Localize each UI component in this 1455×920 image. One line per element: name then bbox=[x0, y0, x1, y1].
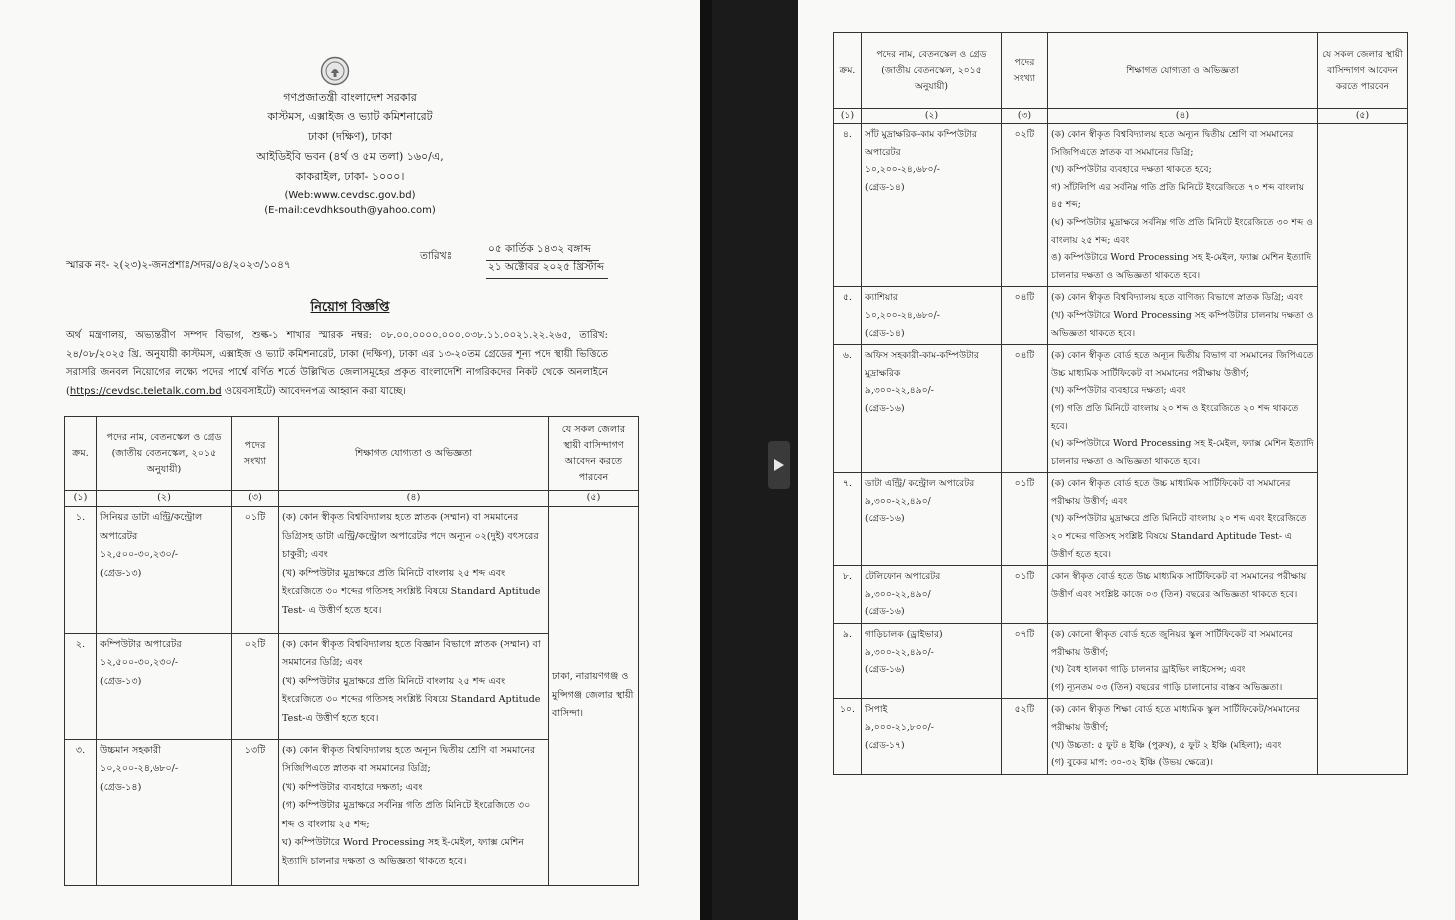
intro-text-end: ওয়েবসাইটে) আবেদনপত্র আহ্বান করা যাচ্ছে। bbox=[221, 385, 406, 397]
grade: (গ্রেড-১৭) bbox=[865, 739, 905, 751]
pay-scale: ১০,২০০-২৪,৬৮০/- bbox=[100, 763, 179, 775]
date-bangla: ০৫ কার্তিক ১৪৩২ বঙ্গাব্দ bbox=[486, 242, 599, 261]
qualification-item: (গ) বুকের মাপ: ৩০-৩২ ইঞ্চি (উভয় ক্ষেত্রে)। bbox=[1051, 757, 1214, 769]
row-serial: ৭. bbox=[834, 473, 862, 566]
district-note: ঢাকা, নারায়ণগঞ্জ ও মুন্সিগঞ্জ জেলার স্থায়ী বাসিন্দা। bbox=[552, 671, 634, 720]
post-name: কম্পিউটার অপারেটর bbox=[100, 638, 182, 650]
post-name: সাঁট মুদ্রাক্ষরিক-কাম কম্পিউটার অপারেটর bbox=[865, 129, 977, 158]
district-cell bbox=[1318, 124, 1408, 775]
post-cell bbox=[862, 699, 1002, 774]
next-page-button[interactable] bbox=[768, 441, 790, 489]
intro-text-start: অর্থ মন্ত্রণালয়, অভ্যন্তরীণ সম্পদ বিভাগ, শুল্ক-১ শাখার স্মারক নম্বর: ০৮.০০.০০০০.০০০.০৩৮.১১.০০২১.২২.২৬৫, তারিখ: ২৪/০৮/২০২৫ খ্রি. অনুযায়ী কাস্টমস, এক্সাইজ ও ভ্যাট কমিশনারেট, ঢাকা (দক্ষিণ), ঢাকা এর ১৩-২০তম গ্রেডের শূন্য পদে স্থায়ী ভিত্তিতে সরাসরি জনবল নিয়োগের লক্ষ্যে পদের পার্শ্বে বর্ণিত শর্তে উল্লিখিত জেলাসমূহের প্রকৃত বাংলাদেশি নাগরিকদের নিকট থেকে অনলাইনে ( bbox=[66, 330, 608, 397]
header-office: কাস্টমস, এক্সাইজ ও ভ্যাট কমিশনারেট bbox=[267, 110, 433, 123]
post-count: ০১টি bbox=[232, 507, 279, 633]
document-page-1 bbox=[0, 0, 700, 920]
application-link[interactable]: https://cevdsc.teletalk.com.bd bbox=[69, 385, 222, 397]
col-number: (১) bbox=[834, 109, 862, 124]
date-label: তারিখঃ bbox=[420, 250, 453, 262]
qualification-item: (গ) ন্যূনতম ০৩ (তিন) বছরের গাড়ি চালানোর বাস্তব অভিজ্ঞতা। bbox=[1051, 681, 1283, 693]
col-number: (২) bbox=[862, 109, 1002, 124]
grade: (গ্রেড-১৪) bbox=[865, 327, 905, 339]
post-count: ০৪টি bbox=[1002, 345, 1048, 473]
qualification-item: (খ) কম্পিউটার ব্যবহারে দক্ষতা; এবং bbox=[1051, 385, 1186, 397]
pay-scale: ৯,৩০০-২২,৪৯০/- bbox=[865, 385, 934, 397]
pay-scale: ৯,৩০০-২২,৪৯০/ bbox=[865, 495, 931, 507]
post-cell bbox=[862, 566, 1002, 624]
col-number: (৫) bbox=[549, 491, 639, 507]
qualification-item: (খ) বৈধ হালকা গাড়ি চালনার ড্রাইভিং লাইসেন্স; এবং bbox=[1051, 664, 1246, 676]
post-name: ক্যাশিয়ার bbox=[865, 292, 898, 304]
qualification-item: ঘ) কম্পিউটারে Word Processing সহ ই-মেইল, ফ্যাক্স মেশিন ইত্যাদি চালনার দক্ষতা ও অভিজ্ঞতা থাকতে হবে। bbox=[282, 837, 525, 867]
qualification-cell bbox=[1048, 566, 1318, 624]
col-number: (২) bbox=[97, 491, 232, 507]
grade: (গ্রেড-১৬) bbox=[865, 606, 905, 618]
post-cell bbox=[862, 345, 1002, 473]
pay-scale: ১০,২০০-২৪,৬৮০/- bbox=[865, 164, 940, 176]
post-count: ০৪টি bbox=[1002, 287, 1048, 345]
qualification-item: (খ) কম্পিউটার মুদ্রাক্ষরে প্রতি মিনিটে বাংলায় ২০ শব্দ এবং ইংরেজিতে ২০ শব্দের গতিসহ সংশ্লিষ্ট বিষয়ে Standard Aptitude Test- এ উত্তীর্ণ হতে হবে। bbox=[1051, 513, 1307, 560]
post-count: ০১টি bbox=[1002, 473, 1048, 566]
post-cell bbox=[862, 473, 1002, 566]
qualification-item: (খ) কম্পিউটার মুদ্রাক্ষরে প্রতি মিনিটে বাংলায় ২৫ শব্দ এবং ইংরেজিতে ৩০ শব্দের গতিসহ সংশ্লিষ্ট বিষয়ে Standard Aptitude Test-এ উত্তীর্ণ হতে হবে। bbox=[282, 675, 541, 724]
qualification-item: (ক) কোন স্বীকৃত বিশ্ববিদ্যালয় হতে বিজ্ঞান বিভাগে স্নাতক (সম্মান) বা সমমানের ডিগ্রি; এবং bbox=[282, 638, 541, 669]
grade: (গ্রেড-১৪) bbox=[865, 181, 905, 193]
post-name: ডাটা এন্ট্রি/ কন্ট্রোল অপারেটর bbox=[865, 478, 975, 490]
qualification-item: কোন স্বীকৃত বোর্ড হতে উচ্চ মাধ্যমিক সার্টিফিকেট বা সমমানের পরীক্ষায় উত্তীর্ণ এবং সংশ্লিষ্ট কাজে ০৩ (তিন) বছরের অভিজ্ঞতা থাকতে হবে। bbox=[1051, 571, 1307, 600]
viewer-gutter-shadow bbox=[700, 0, 712, 920]
row-serial: ৩. bbox=[65, 739, 97, 885]
qualification-item: (খ) উচ্চতা: ৫ ফুট ৪ ইঞ্চি (পুরুষ), ৫ ফুট ২ ইঞ্চি (মহিলা); এবং bbox=[1051, 739, 1282, 751]
qualification-item: (ক) কোন স্বীকৃত বিশ্ববিদ্যালয় হতে অন্যূন দ্বিতীয় শ্রেণি বা সমমানের সিজিপিএতে স্নাতক বা সমমানের ডিগ্রি; bbox=[282, 744, 536, 775]
header-serial: ক্রম. bbox=[834, 33, 862, 109]
post-name: অফিস সহকারী-কাম-কম্পিউটার মুদ্রাক্ষরিক bbox=[865, 350, 979, 379]
row-serial: ৫. bbox=[834, 287, 862, 345]
post-count: ০৭টি bbox=[1002, 624, 1048, 699]
post-cell bbox=[862, 624, 1002, 699]
qualification-cell bbox=[1048, 699, 1318, 774]
pay-scale: ১২,৫০০-৩০,২৩০/- bbox=[100, 549, 179, 561]
grade: (গ্রেড-১৩) bbox=[100, 675, 142, 687]
table-row bbox=[65, 507, 639, 633]
row-serial: ৮. bbox=[834, 566, 862, 624]
post-name: গাড়িচালক (ড্রাইভার) bbox=[865, 629, 943, 641]
pay-scale: ৯,৩০০-২২,৪৯০/- bbox=[865, 646, 934, 658]
header-email: (E-mail:cevdhksouth@yahoo.com) bbox=[264, 205, 436, 216]
table-row bbox=[834, 124, 1408, 287]
qualification-item: (খ) কম্পিউটার ব্যবহারে দক্ষতা থাকতে হবে; bbox=[1051, 164, 1212, 176]
qualification-item: (খ) কম্পিউটার ব্যবহারে দক্ষতা; এবং bbox=[282, 781, 423, 793]
header-count: পদের সংখ্যা bbox=[232, 417, 279, 491]
qualification-item: (খ) কম্পিউটার মুদ্রাক্ষরে প্রতি মিনিটে বাংলায় ২৫ শব্দ এবং ইংরেজিতে ৩০ শব্দের গতিসহ সংশ্লিষ্ট বিষয়ে Standard Aptitude Test- এ উত্তীর্ণ হতে হবে। bbox=[282, 567, 541, 616]
col-number: (৪) bbox=[279, 491, 549, 507]
qualification-item: (গ) কম্পিউটার মুদ্রাক্ষরে সর্বনিম্ন গতি প্রতি মিনিটে ইংরেজিতে ৩০ শব্দ ও বাংলায় ২৫ শব্দ; bbox=[282, 800, 531, 830]
qualification-item: (ঘ) কম্পিউটার মুদ্রাক্ষরে সর্বনিম্ন গতি প্রতি মিনিটে ইংরেজিতে ৩০ শব্দ ও বাংলায় ২৫ শব্দ; এবং bbox=[1051, 216, 1314, 246]
qualification-item: (ক) কোন স্বীকৃত বিশ্ববিদ্যালয় হতে বাণিজ্য বিভাগে স্নাতক ডিগ্রি; এবং bbox=[1051, 292, 1303, 304]
qualification-cell bbox=[1048, 124, 1318, 287]
row-serial: ১. bbox=[65, 507, 97, 633]
post-cell bbox=[862, 124, 1002, 287]
grade: (গ্রেড-১৪) bbox=[100, 781, 142, 793]
row-serial: ৬. bbox=[834, 345, 862, 473]
header-district: যে সকল জেলার স্থায়ী বাসিন্দাগণ আবেদন করতে পারবেন bbox=[1318, 33, 1408, 109]
col-number: (৩) bbox=[232, 491, 279, 507]
post-name: উচ্চমান সহকারী bbox=[100, 744, 161, 756]
qualification-cell bbox=[1048, 473, 1318, 566]
row-serial: ২. bbox=[65, 633, 97, 739]
post-cell bbox=[97, 507, 232, 633]
notice-title: নিয়োগ বিজ্ঞপ্তি bbox=[310, 300, 390, 315]
grade: (গ্রেড-১৬) bbox=[865, 402, 905, 414]
col-number: (৫) bbox=[1318, 109, 1408, 124]
post-cell bbox=[862, 287, 1002, 345]
post-name: সিনিয়র ডাটা এন্ট্রি/কন্ট্রোল অপারেটর bbox=[100, 512, 203, 542]
header-count: পদের সংখ্যা bbox=[1002, 33, 1048, 109]
qualification-item: (গ) গতি প্রতি মিনিটে বাংলায় ২০ শব্দ ও ইংরেজিতে ২০ শব্দ থাকতে হবে। bbox=[1051, 402, 1299, 432]
qualification-cell bbox=[1048, 345, 1318, 473]
header-post: পদের নাম, বেতনস্কেল ও গ্রেড (জাতীয় বেতনস্কেল, ২০১৫ অনুযায়ী) bbox=[97, 417, 232, 491]
post-count: ০১টি bbox=[1002, 566, 1048, 624]
header-city: ঢাকা (দক্ষিণ), ঢাকা bbox=[307, 130, 393, 143]
qualification-cell bbox=[279, 739, 549, 885]
col-number: (৩) bbox=[1002, 109, 1048, 124]
district-cell bbox=[549, 507, 639, 886]
pay-scale: ১০,২০০-২৪,৬৮০/- bbox=[865, 309, 940, 321]
header-post: পদের নাম, বেতনস্কেল ও গ্রেড (জাতীয় বেতনস্কেল, ২০১৫ অনুযায়ী) bbox=[862, 33, 1002, 109]
grade: (গ্রেড-১৩) bbox=[100, 567, 142, 579]
qualification-item: (ক) কোনো স্বীকৃত বোর্ড হতে জুনিয়র স্কুল সার্টিফিকেট বা সমমানের পরীক্ষায় উত্তীর্ণ; bbox=[1051, 629, 1293, 658]
qualification-cell bbox=[1048, 287, 1318, 345]
vacancy-table-2 bbox=[833, 32, 1408, 775]
header-web: (Web:www.cevdsc.gov.bd) bbox=[284, 190, 416, 201]
pay-scale: ৯,০০০-২১,৮০০/- bbox=[865, 722, 934, 733]
post-count: ০২টি bbox=[1002, 124, 1048, 287]
grade: (গ্রেড-১৬) bbox=[865, 664, 905, 676]
row-serial: ৯. bbox=[834, 624, 862, 699]
post-count: ১৩টি bbox=[232, 739, 279, 885]
post-name: টেলিফোন অপারেটর bbox=[865, 571, 941, 583]
grade: (গ্রেড-১৬) bbox=[865, 513, 905, 525]
qualification-cell bbox=[1048, 624, 1318, 699]
notice-intro bbox=[66, 327, 608, 401]
post-name: সিপাই bbox=[865, 704, 888, 716]
header-building: আইডিইবি ভবন (৪র্থ ও ৫ম তলা) ১৬০/এ, bbox=[256, 150, 444, 163]
header-qualification: শিক্ষাগত যোগ্যতা ও অভিজ্ঞতা bbox=[279, 417, 549, 491]
header-govt: গণপ্রজাতন্ত্রী বাংলাদেশ সরকার bbox=[283, 91, 417, 104]
qualification-item: (ক) কোন স্বীকৃত বিশ্ববিদ্যালয় হতে অন্যূন দ্বিতীয় শ্রেণি বা সমমানের সিজিপিএতে স্নাতক বা সমমানের ডিগ্রি; bbox=[1051, 129, 1294, 158]
post-count: ৫২টি bbox=[1002, 699, 1048, 774]
qualification-item: (ক) কোন স্বীকৃত বোর্ড হতে উচ্চ মাধ্যমিক সার্টিফিকেট বা সমমানের পরীক্ষায় উত্তীর্ণ; এবং bbox=[1051, 478, 1291, 507]
pay-scale: ৯,৩০০-২২,৪৯০/ bbox=[865, 588, 931, 600]
date-english: ২১ অক্টোবর ২০২৫ খ্রিস্টাব্দ bbox=[486, 260, 608, 279]
qualification-item: (খ) কম্পিউটারে Word Processing সহ কম্পিউটার চালনায় দক্ষতা ও অভিজ্ঞতা থাকতে হবে। bbox=[1051, 309, 1314, 339]
post-cell bbox=[97, 739, 232, 885]
post-count: ০২টি bbox=[232, 633, 279, 739]
post-cell bbox=[97, 633, 232, 739]
vacancy-table-1 bbox=[64, 416, 639, 886]
col-number: (১) bbox=[65, 491, 97, 507]
col-number: (৪) bbox=[1048, 109, 1318, 124]
qualification-item: (ঘ) কম্পিউটারে Word Processing সহ ই-মেইল, ফ্যাক্স মেশিন ইত্যাদি চালনার দক্ষতা ও অভিজ্ঞতা থাকতে হবে। bbox=[1051, 438, 1314, 467]
memo-number: স্মারক নং- ২(২৩)২-জনপ্রশাঃ/সদর/০৪/২০২৩/১০৪৭ bbox=[66, 259, 291, 271]
header-area: কাকরাইল, ঢাকা- ১০০০। bbox=[295, 170, 405, 183]
header-district: যে সকল জেলার স্থায়ী বাসিন্দাগণ আবেদন করতে পারবেন bbox=[549, 417, 639, 491]
row-serial: ১০. bbox=[834, 699, 862, 774]
qualification-cell bbox=[279, 507, 549, 633]
government-emblem-icon bbox=[320, 56, 350, 86]
pay-scale: ১২,৫০০-৩০,২৩০/- bbox=[100, 657, 179, 669]
qualification-item: ঙ) কম্পিউটারে Word Processing সহ ই-মেইল, ফ্যাক্স মেশিন ইত্যাদি চালনার দক্ষতা ও অভিজ্ঞতা থাকতে হবে। bbox=[1051, 252, 1312, 281]
qualification-item: (ক) কোন স্বীকৃত শিক্ষা বোর্ড হতে মাধ্যমিক স্কুল সার্টিফিকেট/সমমানের পরীক্ষায় উত্তীর্ণ; bbox=[1051, 704, 1300, 733]
header-qualification: শিক্ষাগত যোগ্যতা ও অভিজ্ঞতা bbox=[1048, 33, 1318, 109]
row-serial: ৪. bbox=[834, 124, 862, 287]
header-serial: ক্রম. bbox=[65, 417, 97, 491]
qualification-item: (ক) কোন স্বীকৃত বিশ্ববিদ্যালয় হতে স্নাতক (সম্মান) বা সমমানের ডিগ্রিসহ ডাটা এন্ট্রি/কন্ট্রোল অপারেটর পদে অন্যূন ০২(দুই) বৎসরের চাকুরী; এবং bbox=[282, 512, 539, 561]
qualification-item: গ) সাঁটলিপি এর সর্বনিম্ন গতি প্রতি মিনিটে ইংরেজিতে ৭০ শব্দ বাংলায় ৪৫ শব্দ; bbox=[1051, 181, 1305, 211]
qualification-cell bbox=[279, 633, 549, 739]
qualification-item: (ক) কোন স্বীকৃত বোর্ড হতে অন্যূন দ্বিতীয় বিভাগ বা সমমানের জিপিএতে উচ্চ মাধ্যমিক সার্টিফিকেট বা সমমানের পরীক্ষায় উত্তীর্ণ; bbox=[1051, 350, 1314, 379]
play-arrow-icon bbox=[773, 458, 785, 472]
